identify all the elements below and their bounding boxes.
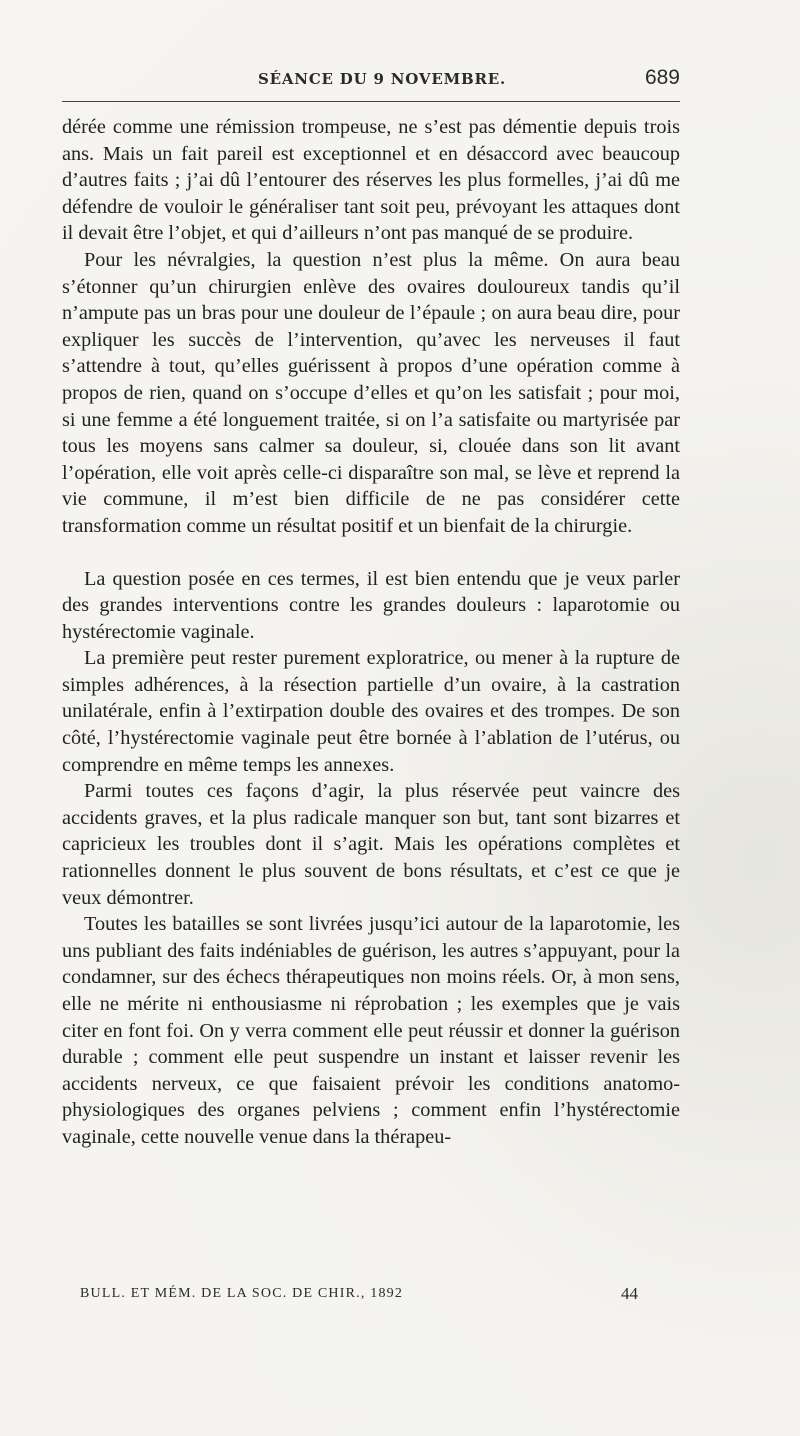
paragraph-parmi: Parmi toutes ces façons d’agir, la plus réservée peut vaincre des accidents graves, et la plus radicale manquer son but, tant sont bizarres et capricieux les troubles dont il s’agit. Mais les opérations complètes et rationnelles donnent le plus souvent de bons résultats, et c’est ce que je veux démontrer. — [62, 780, 680, 909]
paragraph-continuation: dérée comme une rémission trompeuse, ne s’est pas démentie depuis trois ans. Mais un fait pareil est exceptionnel et en désaccord avec beaucoup d’autres faits ; j’ai dû l’entourer des réserves les plus formelles, j’ai dû me défendre de vouloir le généraliser tant soit peu, prévoyant les attaques dont il devait être l’objet, et qui d’ailleurs n’ont pas manqué de se produire. — [62, 116, 680, 245]
page-footer — [62, 1284, 680, 1308]
body-text — [62, 114, 680, 1151]
paragraph-nevralgies: Pour les névralgies, la question n’est plus la même. On aura beau s’étonner qu’un chirurgien enlève des ovaires douloureux tandis qu’il n’ampute pas un bras pour une douleur de l’épaule ; on aura beau dire, pour expliquer les succès de l’intervention, qu’avec les nerveuses il faut s’attendre à tout, qu’elles guérissent à propos d’une opération comme à propos de rien, quand on s’occupe d’elles et qu’on les satisfait ; pour moi, si une femme a été longuement traitée, si on l’a satisfaite ou martyrisée par tous les moyens sans calmer sa douleur, si, clouée dans son lit avant l’opération, elle voit après celle-ci disparaître son mal, se lève et reprend la vie commune, il m’est bien difficile de ne pas considérer cette transformation comme un résultat positif et un bienfait de la chirurgie. — [62, 248, 680, 537]
journal-signature-line: BULL. ET MÉM. DE LA SOC. DE CHIR., 1892 — [80, 1286, 404, 1301]
paragraph-question: La question posée en ces termes, il est bien entendu que je veux parler des grandes interventions contre les grandes douleurs : laparotomie ou hystérectomie vaginale. — [62, 567, 680, 643]
paragraph-batailles: Toutes les batailles se sont livrées jusqu’ici autour de la laparotomie, les uns publiant des faits indéniables de guérison, les autres s’appuyant, pour la condamner, sur des échecs thérapeutiques non moins réels. Or, à mon sens, elle ne mérite ni enthousiasme ni réprobation ; les exemples que je vais citer en font foi. On y verra comment elle peut réussir et donner la guérison durable ; comment elle peut suspendre un instant et laisser revenir les accidents nerveux, ce que faisaient prévoir les conditions anatomo-physiologiques des organes pelviens ; comment enfin l’hystérectomie vaginale, cette nouvelle venue dans la thérapeu- — [62, 913, 680, 1148]
gathering-signature-number: 44 — [621, 1284, 638, 1303]
running-title: SÉANCE DU 9 NOVEMBRE. — [258, 70, 506, 88]
paragraph-premiere: La première peut rester purement exploratrice, ou mener à la rupture de simples adhérences, à la résection partielle d’un ovaire, à la castration unilatérale, enfin à l’extirpation double des ovaires et des trompes. De son côté, l’hystérectomie vaginale peut être bornée à l’ablation de l’utérus, ou comprendre en même temps les annexes. — [62, 647, 680, 776]
page-number: 689 — [644, 66, 680, 89]
page-header — [62, 64, 680, 94]
header-rule — [62, 101, 680, 102]
